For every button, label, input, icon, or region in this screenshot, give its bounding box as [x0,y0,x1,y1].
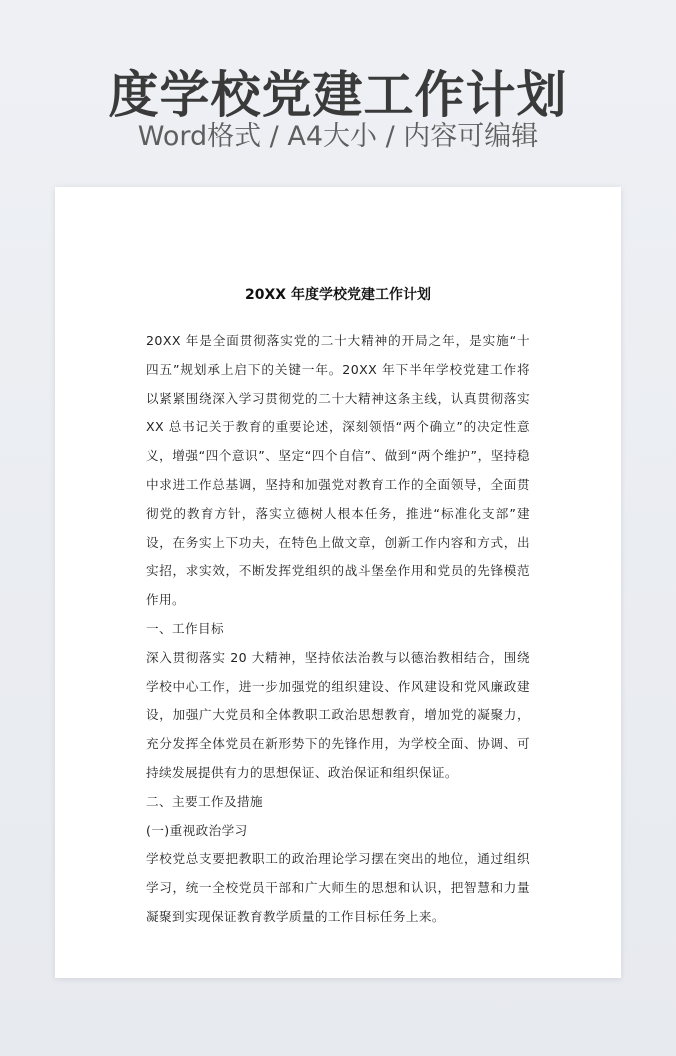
document-page [55,187,621,978]
banner-subtitle: Word格式 / A4大小 / 内容可编辑 [137,121,539,152]
document-body [146,327,530,932]
document-title: 20XX 年度学校党建工作计划 [245,287,431,303]
section-heading-goals: 一、工作目标 [146,620,224,636]
intro-paragraph: 20XX 年是全面贯彻落实党的二十大精神的开局之年，是实施“十四五”规划承上启下的关键一年。20XX 年下半年学校党建工作将以紧紧围绕深入学习贯彻党的二十大精神这条主线，认真贯彻落实 XX 总书记关于教育的重要论述，深刻领悟“两个确立”的决定性意义，增强“四个意识”、坚定“四个自信”、做到“两个维护”，坚持稳中求进工作总基调，坚持和加强党对教育工作的全面领导，全面贯彻党的教育方针，落实立德树人根本任务，推进“标准化支部”建设，在务实上下功夫，在特色上做文章，创新工作内容和方式，出实招，求实效，不断发挥党组织的战斗堡垒作用和党员的先锋模范作用。 [146,333,530,608]
subheading-political-study: (一)重视政治学习 [146,822,248,838]
goals-paragraph: 深入贯彻落实 20 大精神，坚持依法治教与以德治教相结合，围绕学校中心工作，进一步加强党的组织建设、作风建设和党风廉政建设，加强广大党员和全体教职工政治思想教育，增加党的凝聚力，充分发挥全体党员在新形势下的先锋作用，为学校全面、协调、可持续发展提供有力的思想保证、政治保证和组织保证。 [146,649,530,780]
political-study-paragraph: 学校党总支要把教职工的政治理论学习摆在突出的地位，通过组织学习，统一全校党员干部和广大师生的思想和认识，把智慧和力量凝聚到实现保证教育教学质量的工作目标任务上来。 [146,851,530,924]
section-heading-measures: 二、主要工作及措施 [146,793,263,809]
banner-title: 度学校党建工作计划 [108,66,568,124]
